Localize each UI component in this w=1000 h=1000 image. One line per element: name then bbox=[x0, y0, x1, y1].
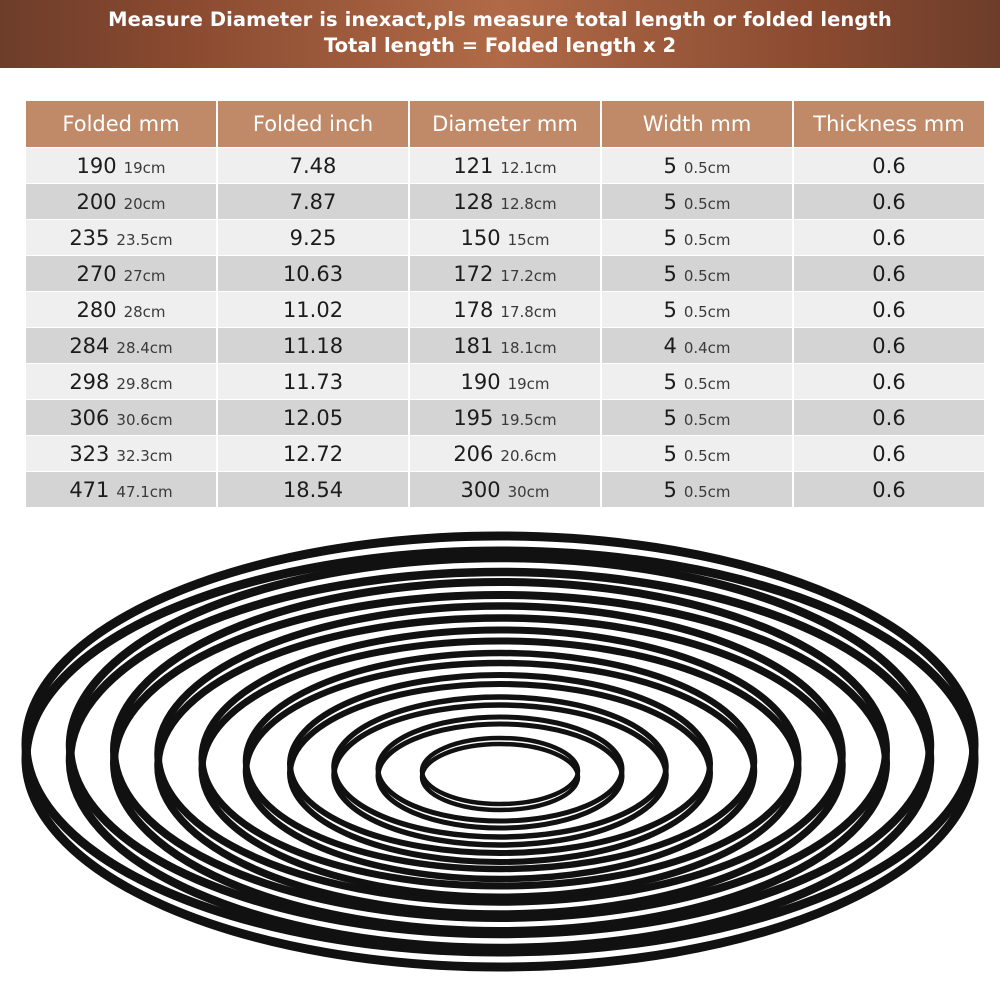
column-header-folded-inch: Folded inch bbox=[218, 101, 408, 147]
width-cm-value: 0.4cm bbox=[683, 338, 731, 357]
width-cm-value: 0.5cm bbox=[683, 302, 731, 321]
cell-diameter bbox=[410, 184, 600, 219]
folded-inch-value: 12.05 bbox=[282, 405, 344, 430]
width-mm-value: 5 bbox=[663, 189, 677, 214]
banner-title-line-2: Total length = Folded length x 2 bbox=[323, 34, 677, 57]
width-mm-value: 5 bbox=[663, 297, 677, 322]
diameter-mm-value: 128 bbox=[453, 189, 494, 214]
cell-folded-inch bbox=[218, 436, 408, 471]
width-cm-value: 0.5cm bbox=[683, 482, 731, 501]
thickness-mm-value: 0.6 bbox=[872, 441, 906, 466]
cell-width bbox=[602, 220, 792, 255]
folded-inch-value: 11.73 bbox=[282, 369, 344, 394]
diameter-mm-value: 190 bbox=[460, 369, 501, 394]
diameter-cm-value: 19.5cm bbox=[500, 410, 557, 429]
cell-width bbox=[602, 148, 792, 183]
diameter-cm-value: 15cm bbox=[507, 230, 550, 249]
diameter-mm-value: 195 bbox=[453, 405, 494, 430]
cell-folded bbox=[26, 184, 216, 219]
folded-cm-value: 29.8cm bbox=[116, 374, 173, 393]
diameter-cm-value: 12.1cm bbox=[500, 158, 557, 177]
folded-inch-value: 18.54 bbox=[282, 477, 344, 502]
folded-mm-value: 323 bbox=[69, 441, 110, 466]
cell-folded-inch bbox=[218, 256, 408, 291]
table-row bbox=[26, 148, 984, 183]
cell-width bbox=[602, 184, 792, 219]
folded-mm-value: 190 bbox=[76, 153, 117, 178]
table-row bbox=[26, 184, 984, 219]
cell-width bbox=[602, 328, 792, 363]
cell-width bbox=[602, 472, 792, 507]
cell-diameter bbox=[410, 436, 600, 471]
diameter-cm-value: 17.8cm bbox=[500, 302, 557, 321]
diameter-mm-value: 300 bbox=[460, 477, 501, 502]
width-mm-value: 5 bbox=[663, 441, 677, 466]
table-header-row bbox=[26, 101, 984, 147]
diameter-cm-value: 19cm bbox=[507, 374, 550, 393]
cell-width bbox=[602, 364, 792, 399]
thickness-mm-value: 0.6 bbox=[872, 405, 906, 430]
diameter-mm-value: 206 bbox=[453, 441, 494, 466]
cell-width bbox=[602, 436, 792, 471]
cell-folded bbox=[26, 292, 216, 327]
cell-thickness bbox=[794, 256, 984, 291]
width-cm-value: 0.5cm bbox=[683, 266, 731, 285]
folded-inch-value: 7.87 bbox=[289, 189, 337, 214]
width-mm-value: 5 bbox=[663, 477, 677, 502]
cell-folded bbox=[26, 472, 216, 507]
spec-table-container bbox=[24, 100, 976, 508]
thickness-mm-value: 0.6 bbox=[872, 333, 906, 358]
folded-cm-value: 20cm bbox=[123, 194, 166, 213]
cell-thickness bbox=[794, 472, 984, 507]
folded-cm-value: 47.1cm bbox=[116, 482, 173, 501]
cell-diameter bbox=[410, 220, 600, 255]
thickness-mm-value: 0.6 bbox=[872, 261, 906, 286]
diameter-mm-value: 121 bbox=[453, 153, 494, 178]
cell-thickness bbox=[794, 400, 984, 435]
cell-folded-inch bbox=[218, 184, 408, 219]
cell-thickness bbox=[794, 364, 984, 399]
cell-folded-inch bbox=[218, 292, 408, 327]
folded-mm-value: 306 bbox=[69, 405, 110, 430]
cell-thickness bbox=[794, 220, 984, 255]
cell-folded bbox=[26, 328, 216, 363]
width-mm-value: 4 bbox=[663, 333, 677, 358]
folded-mm-value: 235 bbox=[69, 225, 110, 250]
cell-diameter bbox=[410, 400, 600, 435]
diameter-cm-value: 17.2cm bbox=[500, 266, 557, 285]
cell-folded-inch bbox=[218, 220, 408, 255]
product-image bbox=[0, 512, 1000, 1000]
cell-folded-inch bbox=[218, 328, 408, 363]
thickness-mm-value: 0.6 bbox=[872, 225, 906, 250]
column-header-width-mm: Width mm bbox=[602, 101, 792, 147]
width-cm-value: 0.5cm bbox=[683, 446, 731, 465]
diameter-cm-value: 12.8cm bbox=[500, 194, 557, 213]
cell-folded-inch bbox=[218, 364, 408, 399]
cell-diameter bbox=[410, 256, 600, 291]
header-banner bbox=[0, 0, 1000, 68]
cell-thickness bbox=[794, 436, 984, 471]
folded-cm-value: 28.4cm bbox=[116, 338, 173, 357]
table-row bbox=[26, 472, 984, 507]
column-header-diameter-mm: Diameter mm bbox=[410, 101, 600, 147]
folded-mm-value: 270 bbox=[76, 261, 117, 286]
diameter-mm-value: 178 bbox=[453, 297, 494, 322]
table-row bbox=[26, 220, 984, 255]
folded-cm-value: 32.3cm bbox=[116, 446, 173, 465]
cell-thickness bbox=[794, 328, 984, 363]
folded-inch-value: 10.63 bbox=[282, 261, 344, 286]
diameter-mm-value: 181 bbox=[453, 333, 494, 358]
diameter-cm-value: 18.1cm bbox=[500, 338, 557, 357]
cell-width bbox=[602, 292, 792, 327]
cell-width bbox=[602, 256, 792, 291]
cell-folded bbox=[26, 256, 216, 291]
thickness-mm-value: 0.6 bbox=[872, 297, 906, 322]
folded-mm-value: 471 bbox=[69, 477, 110, 502]
diameter-cm-value: 30cm bbox=[507, 482, 550, 501]
width-mm-value: 5 bbox=[663, 225, 677, 250]
cell-diameter bbox=[410, 292, 600, 327]
diameter-cm-value: 20.6cm bbox=[500, 446, 557, 465]
folded-cm-value: 30.6cm bbox=[116, 410, 173, 429]
cell-width bbox=[602, 400, 792, 435]
cell-folded-inch bbox=[218, 148, 408, 183]
cell-folded bbox=[26, 400, 216, 435]
folded-mm-value: 284 bbox=[69, 333, 110, 358]
thickness-mm-value: 0.6 bbox=[872, 153, 906, 178]
width-mm-value: 5 bbox=[663, 153, 677, 178]
banner-title-line-1: Measure Diameter is inexact,pls measure total length or folded length bbox=[108, 8, 892, 31]
folded-mm-value: 280 bbox=[76, 297, 117, 322]
width-mm-value: 5 bbox=[663, 405, 677, 430]
cell-thickness bbox=[794, 148, 984, 183]
folded-mm-value: 200 bbox=[76, 189, 117, 214]
folded-inch-value: 11.18 bbox=[282, 333, 344, 358]
folded-cm-value: 28cm bbox=[123, 302, 166, 321]
cell-folded bbox=[26, 364, 216, 399]
folded-inch-value: 7.48 bbox=[289, 153, 337, 178]
folded-inch-value: 12.72 bbox=[282, 441, 344, 466]
cell-diameter bbox=[410, 472, 600, 507]
diameter-mm-value: 172 bbox=[453, 261, 494, 286]
column-header-folded-mm: Folded mm bbox=[26, 101, 216, 147]
folded-cm-value: 19cm bbox=[123, 158, 166, 177]
table-row bbox=[26, 256, 984, 291]
folded-inch-value: 11.02 bbox=[282, 297, 344, 322]
folded-cm-value: 27cm bbox=[123, 266, 166, 285]
table-row bbox=[26, 436, 984, 471]
table-row bbox=[26, 400, 984, 435]
cell-folded bbox=[26, 220, 216, 255]
width-mm-value: 5 bbox=[663, 369, 677, 394]
cell-folded bbox=[26, 436, 216, 471]
cell-folded-inch bbox=[218, 472, 408, 507]
nested-bands-illustration bbox=[0, 512, 1000, 1000]
width-cm-value: 0.5cm bbox=[683, 158, 731, 177]
width-cm-value: 0.5cm bbox=[683, 194, 731, 213]
cell-diameter bbox=[410, 364, 600, 399]
cell-diameter bbox=[410, 328, 600, 363]
cell-thickness bbox=[794, 184, 984, 219]
cell-diameter bbox=[410, 148, 600, 183]
cell-thickness bbox=[794, 292, 984, 327]
thickness-mm-value: 0.6 bbox=[872, 189, 906, 214]
folded-mm-value: 298 bbox=[69, 369, 110, 394]
cell-folded-inch bbox=[218, 400, 408, 435]
table-row bbox=[26, 292, 984, 327]
diameter-mm-value: 150 bbox=[460, 225, 501, 250]
table-row bbox=[26, 328, 984, 363]
folded-cm-value: 23.5cm bbox=[116, 230, 173, 249]
thickness-mm-value: 0.6 bbox=[872, 369, 906, 394]
spec-table bbox=[24, 100, 986, 508]
column-header-thickness-mm: Thickness mm bbox=[794, 101, 984, 147]
thickness-mm-value: 0.6 bbox=[872, 477, 906, 502]
width-cm-value: 0.5cm bbox=[683, 410, 731, 429]
width-cm-value: 0.5cm bbox=[683, 230, 731, 249]
width-cm-value: 0.5cm bbox=[683, 374, 731, 393]
table-row bbox=[26, 364, 984, 399]
folded-inch-value: 9.25 bbox=[289, 225, 337, 250]
width-mm-value: 5 bbox=[663, 261, 677, 286]
cell-folded bbox=[26, 148, 216, 183]
